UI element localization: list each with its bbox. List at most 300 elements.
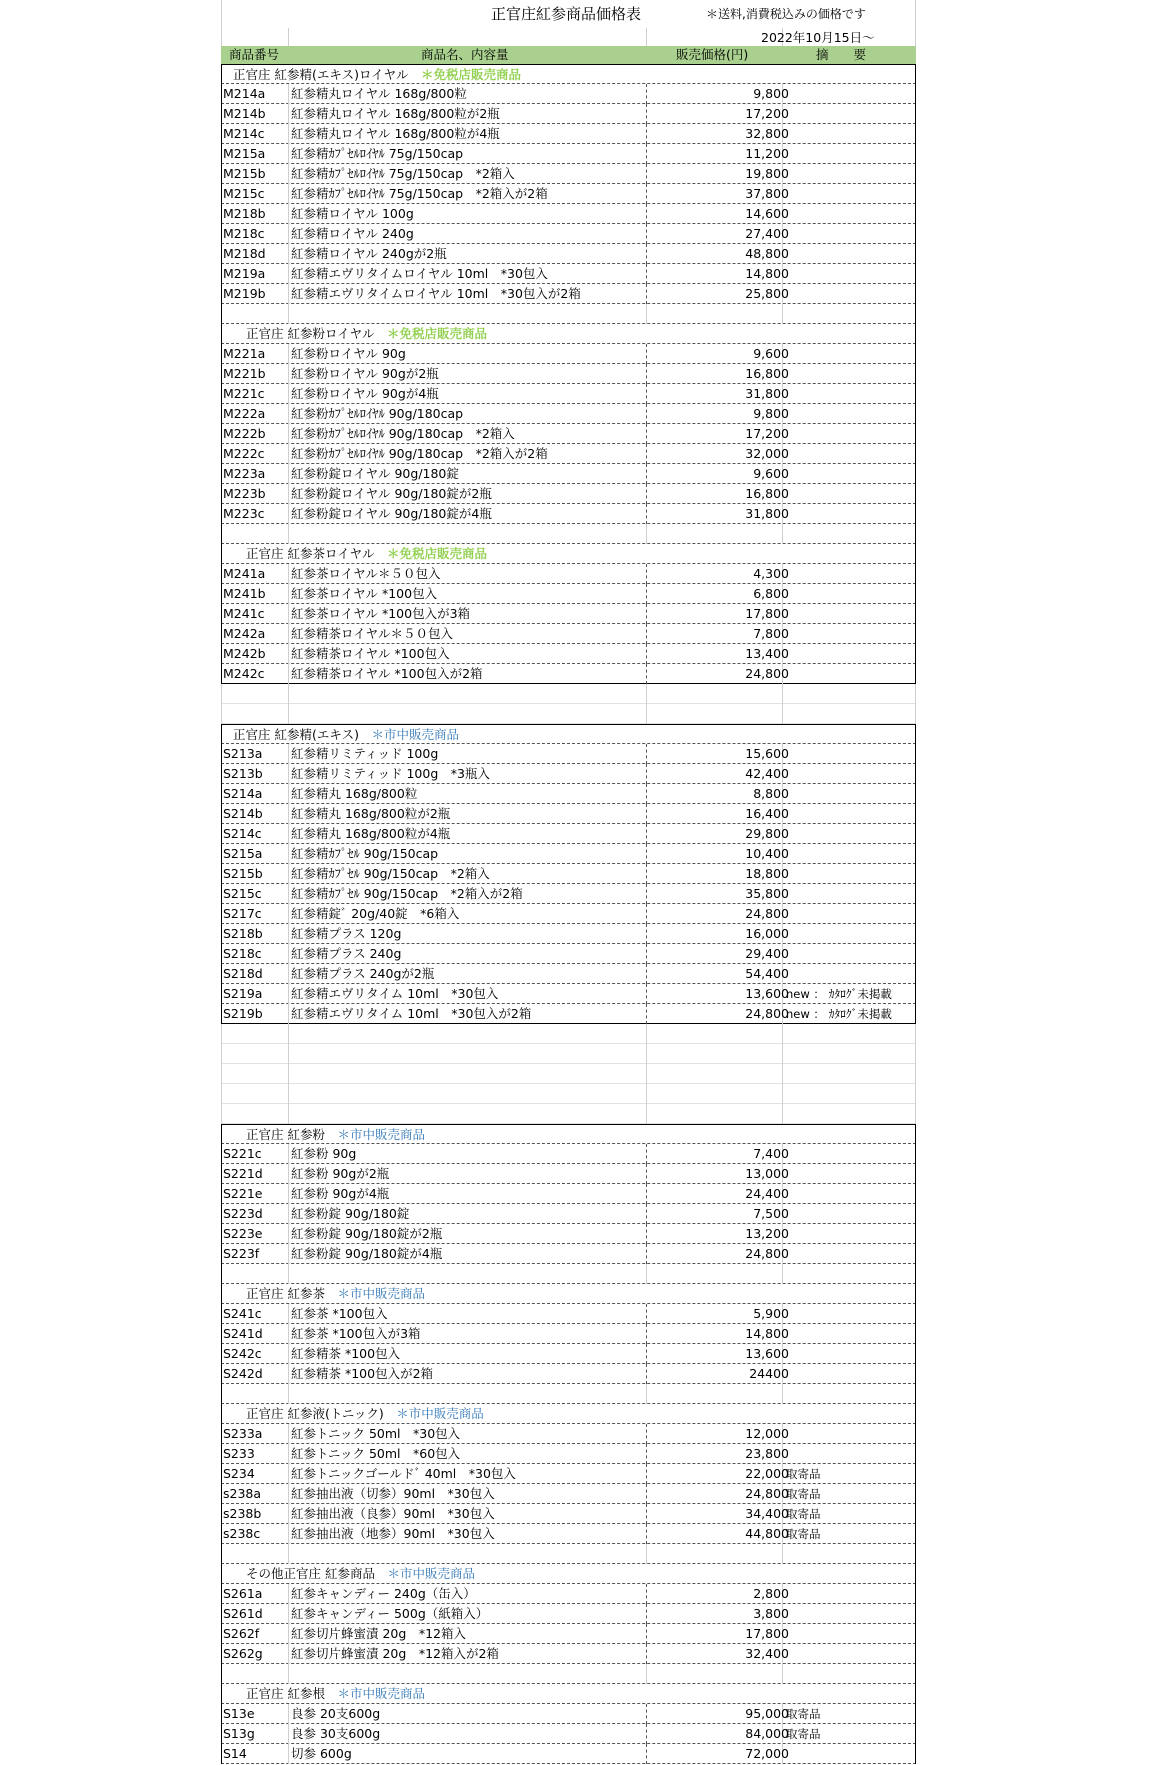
product-note — [786, 224, 916, 244]
product-price: 24,800 — [745, 1006, 789, 1021]
page-title: 正官庄紅参商品価格表 — [491, 5, 642, 23]
product-note — [786, 344, 916, 364]
product-code: S218b — [223, 926, 263, 941]
product-price: 32,000 — [745, 446, 789, 461]
product-name: 紅参トニックゴールドﾞ 40ml *30包入 — [291, 1466, 516, 1481]
date-row — [221, 28, 916, 46]
product-price: 13,400 — [745, 646, 789, 661]
product-name: 紅参粉錠 90g/180錠が4瓶 — [291, 1246, 443, 1261]
product-name: 紅参精ロイヤル 240gが2瓶 — [291, 246, 447, 261]
section-title — [246, 1564, 475, 1584]
product-price: 13,000 — [745, 1166, 789, 1181]
product-name: 紅参茶ロイヤル＊５０包入 — [291, 566, 441, 581]
product-price: 3,800 — [753, 1606, 789, 1621]
product-price: 8,800 — [753, 786, 789, 801]
product-note — [786, 624, 916, 644]
product-name: 紅参精錠ﾞ 20g/40錠 *6箱入 — [291, 906, 460, 921]
product-name: 紅参精プラス 240gが2瓶 — [291, 966, 435, 981]
product-price: 37,800 — [745, 186, 789, 201]
product-price: 48,800 — [745, 246, 789, 261]
product-price: 22,000 — [745, 1466, 789, 1481]
section-tag: ＊市中販売商品 — [371, 727, 459, 742]
tax-note: ＊送料,消費税込みの価格です — [706, 7, 866, 21]
table-row — [221, 284, 916, 304]
table-row — [221, 424, 916, 444]
table-row — [221, 1184, 916, 1204]
product-code: S261a — [223, 1586, 263, 1601]
table-row — [221, 1164, 916, 1184]
product-name: 紅参茶 *100包入が3箱 — [291, 1326, 421, 1341]
product-name: 紅参精エヴリタイム 10ml *30包入が2箱 — [291, 1006, 532, 1021]
table-row — [221, 464, 916, 484]
product-name: 紅参茶ロイヤル *100包入 — [291, 586, 438, 601]
product-price: 14,800 — [745, 1326, 789, 1341]
section-label: 正官庄 紅参精(エキス)ロイヤル — [233, 67, 421, 82]
table-row — [221, 1504, 916, 1524]
product-price: 9,600 — [753, 466, 789, 481]
product-name: 紅参精茶 *100包入 — [291, 1346, 401, 1361]
section-title — [246, 1404, 484, 1424]
product-price: 4,300 — [753, 566, 789, 581]
section-tag: ＊免税店販売商品 — [386, 546, 487, 561]
section-tag: ＊市中販売商品 — [337, 1686, 425, 1701]
product-note — [786, 664, 916, 684]
product-code: M223a — [223, 466, 266, 481]
product-code: S218d — [223, 966, 263, 981]
product-name: 紅参精丸ロイヤル 168g/800粒 — [291, 86, 467, 101]
product-price: 27,400 — [745, 226, 789, 241]
product-name: 紅参茶 *100包入 — [291, 1306, 388, 1321]
product-note — [786, 1164, 916, 1184]
product-code: M242a — [223, 626, 266, 641]
table-row — [221, 1004, 916, 1024]
product-note — [786, 1144, 916, 1164]
product-price: 7,500 — [753, 1206, 789, 1221]
product-note — [786, 144, 916, 164]
table-row — [221, 184, 916, 204]
product-code: S233a — [223, 1426, 263, 1441]
product-price: 12,000 — [745, 1426, 789, 1441]
product-code: S221e — [223, 1186, 263, 1201]
product-code: M241b — [223, 586, 266, 601]
table-row — [221, 444, 916, 464]
product-price: 16,000 — [745, 926, 789, 941]
blank-row — [221, 1044, 916, 1064]
product-note: 取寄品 — [786, 1507, 821, 1521]
product-note: 取寄品 — [786, 1527, 821, 1541]
product-note — [786, 204, 916, 224]
product-name: 良参 30支600g — [291, 1726, 381, 1741]
table-row — [221, 1144, 916, 1164]
product-price: 24,800 — [745, 1486, 789, 1501]
product-name: 紅参精エヴリタイムロイヤル 10ml *30包入 — [291, 266, 548, 281]
product-name: 紅参粉ｶﾌﾟｾﾙﾛｲﾔﾙ 90g/180cap *2箱入 — [291, 426, 515, 441]
product-name: 紅参精ｶﾌﾟｾﾙﾛｲﾔﾙ 75g/150cap *2箱入が2箱 — [291, 186, 548, 201]
table-row — [221, 1464, 916, 1484]
section-tag: ＊市中販売商品 — [337, 1286, 425, 1301]
product-code: S221d — [223, 1166, 263, 1181]
table-row — [221, 1484, 916, 1504]
product-note — [786, 1604, 916, 1624]
table-row — [221, 1304, 916, 1324]
product-note — [786, 604, 916, 624]
product-name: 紅参抽出液（良参）90ml *30包入 — [291, 1506, 495, 1521]
section-header — [221, 1684, 916, 1704]
product-code: M218d — [223, 246, 266, 261]
product-code: M219a — [223, 266, 266, 281]
table-row — [221, 1244, 916, 1264]
section-header — [221, 1404, 916, 1424]
product-name: 紅参茶ロイヤル *100包入が3箱 — [291, 606, 471, 621]
product-price: 25,800 — [745, 286, 789, 301]
product-note — [786, 1644, 916, 1664]
blank-row — [221, 1024, 916, 1044]
product-name: 紅参トニック 50ml *60包入 — [291, 1446, 461, 1461]
product-note — [786, 1184, 916, 1204]
product-note — [786, 1744, 916, 1764]
product-price: 18,800 — [745, 866, 789, 881]
product-name: 紅参粉錠ロイヤル 90g/180錠が2瓶 — [291, 486, 492, 501]
product-note — [786, 1224, 916, 1244]
product-name: 紅参抽出液（切参）90ml *30包入 — [291, 1486, 495, 1501]
product-note: 取寄品 — [786, 1487, 821, 1501]
product-price: 15,600 — [745, 746, 789, 761]
table-row — [221, 404, 916, 424]
blank-row — [221, 1084, 916, 1104]
product-code: M214b — [223, 106, 266, 121]
product-price: 17,800 — [745, 606, 789, 621]
product-name: 紅参粉ロイヤル 90gが4瓶 — [291, 386, 439, 401]
product-note — [786, 864, 916, 884]
product-code: M241a — [223, 566, 266, 581]
product-name: 紅参精プラス 120g — [291, 926, 402, 941]
product-note — [786, 424, 916, 444]
product-name: 紅参精リミティッド 100g — [291, 746, 439, 761]
product-name: 紅参抽出液（地参）90ml *30包入 — [291, 1526, 495, 1541]
product-price: 29,800 — [745, 826, 789, 841]
product-price: 16,400 — [745, 806, 789, 821]
product-code: M214a — [223, 86, 266, 101]
product-code: M218c — [223, 226, 265, 241]
table-row — [221, 824, 916, 844]
header-price: 販売価格(円) — [676, 47, 749, 62]
section-header — [221, 64, 916, 84]
table-row — [221, 344, 916, 364]
product-note — [786, 584, 916, 604]
product-price: 54,400 — [745, 966, 789, 981]
table-row — [221, 224, 916, 244]
product-note — [786, 1244, 916, 1264]
product-note — [786, 1344, 916, 1364]
product-price: 24,400 — [745, 1186, 789, 1201]
product-note — [786, 1364, 916, 1384]
table-row — [221, 124, 916, 144]
blank-row — [221, 524, 916, 544]
product-price: 31,800 — [745, 506, 789, 521]
product-name: 紅参キャンディー 500g（紙箱入） — [291, 1606, 489, 1621]
section-label: 正官庄 紅参根 — [246, 1686, 338, 1701]
product-price: 44,800 — [745, 1526, 789, 1541]
product-code: S219a — [223, 986, 263, 1001]
product-name: 紅参粉 90g — [291, 1146, 357, 1161]
blank-row — [221, 1544, 916, 1564]
product-code: M241c — [223, 606, 265, 621]
product-code: S262f — [223, 1626, 260, 1641]
product-price: 42,400 — [745, 766, 789, 781]
section-label: その他正官庄 紅参商品 — [246, 1566, 388, 1581]
table-row — [221, 1224, 916, 1244]
product-code: M215c — [223, 186, 265, 201]
section-title — [233, 65, 521, 85]
product-code: M221b — [223, 366, 266, 381]
product-price: 7,400 — [753, 1146, 789, 1161]
product-code: S13e — [223, 1706, 255, 1721]
product-note — [786, 764, 916, 784]
product-price: 17,800 — [745, 1626, 789, 1641]
product-note — [786, 164, 916, 184]
product-name: 紅参精ロイヤル 240g — [291, 226, 414, 241]
product-note — [786, 1204, 916, 1224]
table-row — [221, 104, 916, 124]
product-name: 紅参キャンディー 240g（缶入） — [291, 1586, 476, 1601]
table-row — [221, 1344, 916, 1364]
product-name: 紅参精ｶﾌﾟｾﾙ 90g/150cap *2箱入が2箱 — [291, 886, 523, 901]
product-code: s238b — [223, 1506, 262, 1521]
product-code: s238c — [223, 1526, 261, 1541]
product-note — [786, 564, 916, 584]
product-code: M221c — [223, 386, 265, 401]
product-code: S215a — [223, 846, 263, 861]
product-note: 取寄品 — [786, 1467, 821, 1481]
table-header — [221, 46, 916, 64]
product-code: S241c — [223, 1306, 262, 1321]
section-label: 正官庄 紅参粉ロイヤル — [246, 326, 387, 341]
product-code: M242b — [223, 646, 266, 661]
product-price: 14,800 — [745, 266, 789, 281]
blank-row — [221, 1064, 916, 1084]
product-name: 紅参粉ロイヤル 90g — [291, 346, 406, 361]
product-name: 紅参精プラス 240g — [291, 946, 402, 961]
table-row — [221, 1744, 916, 1764]
table-row — [221, 264, 916, 284]
table-row — [221, 1524, 916, 1544]
product-price: 19,800 — [745, 166, 789, 181]
product-code: S213b — [223, 766, 263, 781]
product-code: S214c — [223, 826, 262, 841]
product-price: 32,400 — [745, 1646, 789, 1661]
table-row — [221, 144, 916, 164]
section-header — [221, 544, 916, 564]
price-sheet — [221, 0, 916, 1764]
product-code: M242c — [223, 666, 265, 681]
product-code: M215b — [223, 166, 266, 181]
product-price: 11,200 — [745, 146, 789, 161]
product-name: 紅参切片蜂蜜漬 20g *12箱入が2箱 — [291, 1646, 499, 1661]
product-name: 紅参精茶 *100包入が2箱 — [291, 1366, 434, 1381]
product-name: 紅参粉 90gが4瓶 — [291, 1186, 390, 1201]
product-name: 紅参粉錠 90g/180錠が2瓶 — [291, 1226, 443, 1241]
product-note — [786, 744, 916, 764]
product-name: 紅参精丸ロイヤル 168g/800粒が4瓶 — [291, 126, 500, 141]
blank-row — [221, 684, 916, 704]
product-note: 取寄品 — [786, 1727, 821, 1741]
product-price: 24,800 — [745, 666, 789, 681]
product-code: S242d — [223, 1366, 263, 1381]
product-code: S233 — [223, 1446, 255, 1461]
product-name: 紅参粉ｶﾌﾟｾﾙﾛｲﾔﾙ 90g/180cap — [291, 406, 464, 421]
table-row — [221, 804, 916, 824]
table-row — [221, 624, 916, 644]
product-price: 7,800 — [753, 626, 789, 641]
product-code: S219b — [223, 1006, 263, 1021]
product-code: S14 — [223, 1746, 247, 1761]
product-code: M223c — [223, 506, 265, 521]
product-note — [786, 1624, 916, 1644]
product-note: new ： ｶﾀﾛｸﾞ未掲載 — [786, 987, 892, 1001]
product-name: 紅参精エヴリタイム 10ml *30包入 — [291, 986, 499, 1001]
table-row — [221, 1364, 916, 1384]
table-row — [221, 1704, 916, 1724]
product-note — [786, 1424, 916, 1444]
table-row — [221, 764, 916, 784]
product-code: S214a — [223, 786, 263, 801]
section-title — [246, 1684, 425, 1704]
product-code: S223d — [223, 1206, 263, 1221]
product-price: 16,800 — [745, 486, 789, 501]
product-code: M221a — [223, 346, 266, 361]
section-tag: ＊市中販売商品 — [387, 1566, 475, 1581]
header-name: 商品名、内容量 — [421, 47, 509, 62]
product-note — [786, 924, 916, 944]
section-header — [221, 724, 916, 744]
blank-row — [221, 1664, 916, 1684]
table-row — [221, 904, 916, 924]
product-name: 紅参精ｶﾌﾟｾﾙ 90g/150cap — [291, 846, 439, 861]
table-row — [221, 784, 916, 804]
header-code: 商品番号 — [229, 47, 280, 62]
product-name: 紅参粉錠 90g/180錠 — [291, 1206, 410, 1221]
section-header — [221, 1124, 916, 1144]
product-code: S242c — [223, 1346, 262, 1361]
table-row — [221, 584, 916, 604]
product-note — [786, 84, 916, 104]
product-code: S215c — [223, 886, 262, 901]
table-row — [221, 84, 916, 104]
product-name: 紅参精エヴリタイムロイヤル 10ml *30包入が2箱 — [291, 286, 581, 301]
product-name: 良参 20支600g — [291, 1706, 381, 1721]
product-price: 72,000 — [745, 1746, 789, 1761]
product-note — [786, 964, 916, 984]
table-row — [221, 564, 916, 584]
product-name: 紅参精丸ロイヤル 168g/800粒が2瓶 — [291, 106, 500, 121]
product-code: M222b — [223, 426, 266, 441]
section-title — [233, 725, 459, 745]
section-tag: ＊免税店販売商品 — [386, 326, 487, 341]
section-label: 正官庄 紅参精(エキス) — [233, 727, 372, 742]
section-header — [221, 1564, 916, 1584]
section-label: 正官庄 紅参茶ロイヤル — [246, 546, 387, 561]
table-row — [221, 1424, 916, 1444]
product-code: S241d — [223, 1326, 263, 1341]
blank-row — [221, 304, 916, 324]
product-name: 紅参精リミティッド 100g *3瓶入 — [291, 766, 490, 781]
table-row — [221, 1644, 916, 1664]
product-note — [786, 1324, 916, 1344]
table-row — [221, 484, 916, 504]
product-note: 取寄品 — [786, 1707, 821, 1721]
product-code: s238a — [223, 1486, 262, 1501]
product-code: S218c — [223, 946, 262, 961]
product-code: S214b — [223, 806, 263, 821]
table-row — [221, 1204, 916, 1224]
product-note — [786, 944, 916, 964]
product-name: 紅参精ｶﾌﾟｾﾙ 90g/150cap *2箱入 — [291, 866, 490, 881]
table-row — [221, 1444, 916, 1464]
product-name: 紅参精茶ロイヤル *100包入 — [291, 646, 450, 661]
product-price: 84,000 — [745, 1726, 789, 1741]
table-row — [221, 924, 916, 944]
table-row — [221, 944, 916, 964]
product-note — [786, 184, 916, 204]
table-row — [221, 504, 916, 524]
blank-row — [221, 1104, 916, 1124]
product-price: 35,800 — [745, 886, 789, 901]
product-note — [786, 844, 916, 864]
product-note — [786, 264, 916, 284]
table-body — [221, 64, 916, 1764]
table-row — [221, 644, 916, 664]
table-row — [221, 664, 916, 684]
product-price: 24,800 — [745, 1246, 789, 1261]
product-name: 紅参切片蜂蜜漬 20g *12箱入 — [291, 1626, 466, 1641]
product-name: 切参 600g — [291, 1746, 352, 1761]
product-price: 24400 — [749, 1366, 789, 1381]
product-name: 紅参精茶ロイヤル＊５０包入 — [291, 626, 454, 641]
table-row — [221, 364, 916, 384]
product-note — [786, 504, 916, 524]
header-note: 摘 要 — [816, 47, 867, 62]
table-row — [221, 1724, 916, 1744]
blank-row — [221, 1384, 916, 1404]
product-code: S13g — [223, 1726, 255, 1741]
product-price: 13,600 — [745, 1346, 789, 1361]
product-note — [786, 804, 916, 824]
product-code: S217c — [223, 906, 262, 921]
product-note — [786, 404, 916, 424]
effective-date: 2022年10月15日～ — [761, 30, 875, 45]
product-code: S223e — [223, 1226, 263, 1241]
table-row — [221, 384, 916, 404]
product-price: 24,800 — [745, 906, 789, 921]
product-name: 紅参精丸 168g/800粒が4瓶 — [291, 826, 451, 841]
section-label: 正官庄 紅参液(トニック) — [246, 1406, 397, 1421]
section-tag: ＊市中販売商品 — [396, 1406, 484, 1421]
product-code: M219b — [223, 286, 266, 301]
table-row — [221, 884, 916, 904]
table-row — [221, 864, 916, 884]
product-price: 13,200 — [745, 1226, 789, 1241]
product-price: 2,800 — [753, 1586, 789, 1601]
table-row — [221, 964, 916, 984]
section-title — [246, 1125, 425, 1145]
product-note — [786, 124, 916, 144]
product-price: 23,800 — [745, 1446, 789, 1461]
product-price: 9,600 — [753, 346, 789, 361]
table-row — [221, 844, 916, 864]
section-label: 正官庄 紅参粉 — [246, 1127, 338, 1142]
product-code: S221c — [223, 1146, 262, 1161]
product-price: 14,600 — [745, 206, 789, 221]
